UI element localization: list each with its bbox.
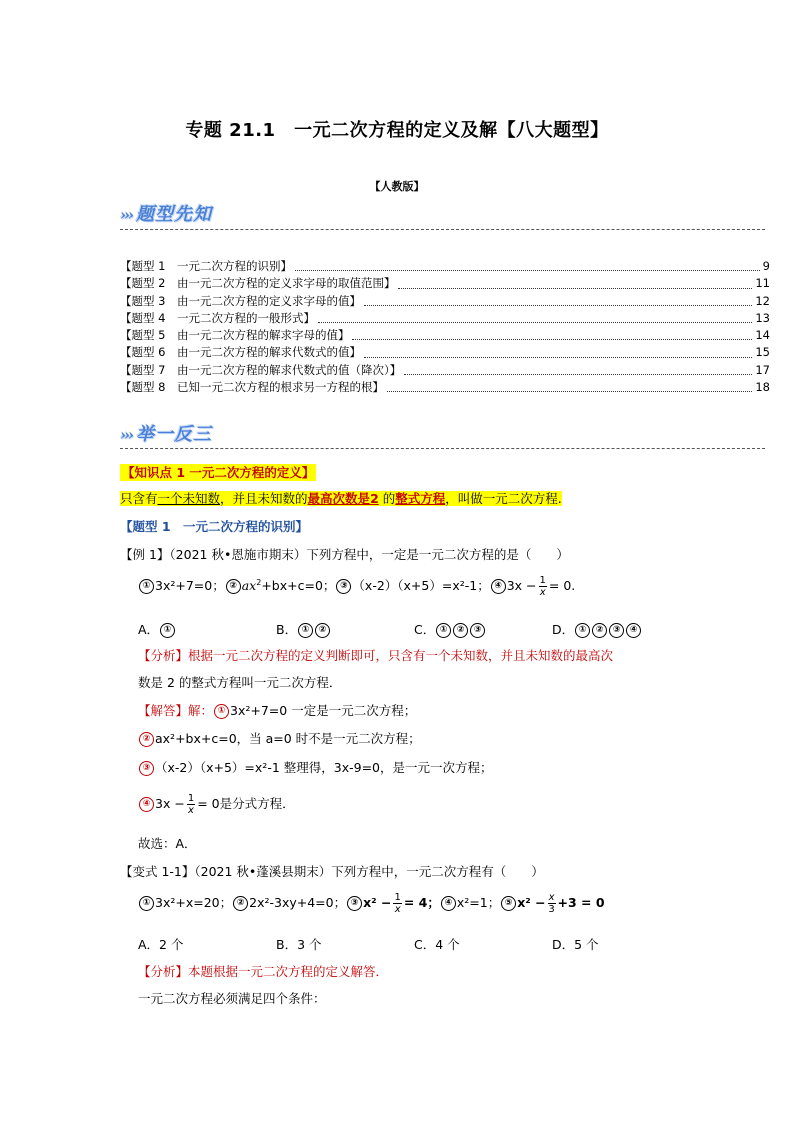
- definition-text: 只含有一个未知数，并且未知数的最高次数是2 的整式方程，叫做一元二次方程.: [120, 491, 562, 506]
- section-banner-overview: [120, 200, 212, 226]
- variant-stem: 【变式 1-1】（2021 秋•蓬溪县期末）下列方程中，一元二次方程有（ ）: [120, 864, 544, 879]
- solution-line: 【解答】解： ① 3x²+7=0 一定是一元二次方程；: [138, 703, 417, 718]
- analysis-line: 数是 2 的整式方程叫一元二次方程．: [138, 675, 342, 690]
- section-banner-examples: [120, 420, 212, 446]
- type-heading: 【题型 1 一元二次方程的识别】: [120, 519, 309, 534]
- page-title: 专题 21.1 一元二次方程的定义及解【八大题型】: [185, 120, 609, 141]
- divider: [120, 229, 765, 230]
- solution-line: ③ （x-2）（x+5）=x²-1 整理得，3x-9=0，是一元一次方程；: [138, 758, 493, 776]
- example-equations: ① 3x²+7=0； ② $ax^2+bx+c=0$； ③ （x-2）（x+5）=x²-1； ④ 3x − $\frac{1}{x}$ = 0.: [138, 575, 575, 598]
- banner-text: 题型先知: [136, 204, 212, 225]
- toc-item[interactable]: 【题型 6 由一元二次方程的解求代数式的值】 15: [120, 345, 770, 360]
- answer-line: 故选：A．: [138, 836, 197, 851]
- example-stem: 【例 1】（2021 秋•恩施市期末）下列方程中，一定是一元二次方程的是（ ）: [120, 547, 569, 562]
- example-choices: [138, 620, 690, 638]
- choice-c[interactable]: C．4 个: [414, 937, 460, 952]
- toc-item[interactable]: 【题型 4 一元二次方程的一般形式】 13: [120, 310, 770, 325]
- table-of-contents: [120, 258, 770, 396]
- knowledge-point-label: 【知识点 1 一元二次方程的定义】: [122, 465, 315, 480]
- banner-arrows-icon: ›››: [120, 426, 132, 444]
- toc-item[interactable]: 【题型 3 由一元二次方程的定义求字母的值】 12: [120, 293, 770, 308]
- variant-equations: ① 3x²+x=20； ② 2x²-3xy+4=0； ③ x² − $\frac{1}{x}$ = 4； ④ x²=1； ⑤ x² − $\frac{x}{3}$ +3 = 0: [138, 892, 605, 915]
- edition-label: 【人教版】: [369, 180, 425, 193]
- choice-d[interactable]: D．5 个: [552, 937, 599, 952]
- analysis-line: 一元二次方程必须满足四个条件：: [138, 991, 326, 1006]
- toc-item[interactable]: 【题型 7 由一元二次方程的解求代数式的值（降次）】 17: [120, 362, 770, 377]
- analysis-line: 【分析】本题根据一元二次方程的定义解答．: [138, 964, 389, 979]
- solution-line: ④ 3x − $\frac{1}{x}$ = 0是分式方程．: [138, 793, 295, 816]
- choice-a[interactable]: A．2 个: [138, 937, 184, 952]
- divider: [120, 448, 765, 449]
- choice-b[interactable]: B．3 个: [276, 937, 322, 952]
- toc-item[interactable]: 【题型 2 由一元二次方程的定义求字母的取值范围】 11: [120, 276, 770, 291]
- variant-choices: [138, 935, 690, 953]
- toc-item[interactable]: 【题型 1 一元二次方程的识别】 9: [120, 259, 770, 273]
- toc-item[interactable]: 【题型 8 已知一元二次方程的根求另一方程的根】 18: [120, 380, 770, 395]
- analysis-line: 【分析】根据一元二次方程的定义判断即可，只含有一个未知数，并且未知数的最高次: [138, 648, 614, 663]
- choice-d[interactable]: D． ① ② ③ ④: [552, 620, 690, 638]
- banner-arrows-icon: ›››: [120, 206, 132, 224]
- toc-item[interactable]: 【题型 5 由一元二次方程的解求字母的值】 14: [120, 328, 770, 343]
- solution-line: ② ax²+bx+c=0，当 a=0 时不是一元二次方程；: [138, 729, 421, 747]
- choice-b[interactable]: B． ① ②: [276, 620, 414, 638]
- choice-a[interactable]: A． ①: [138, 620, 276, 638]
- choice-c[interactable]: C． ① ② ③: [414, 620, 552, 638]
- banner-text: 举一反三: [136, 424, 212, 445]
